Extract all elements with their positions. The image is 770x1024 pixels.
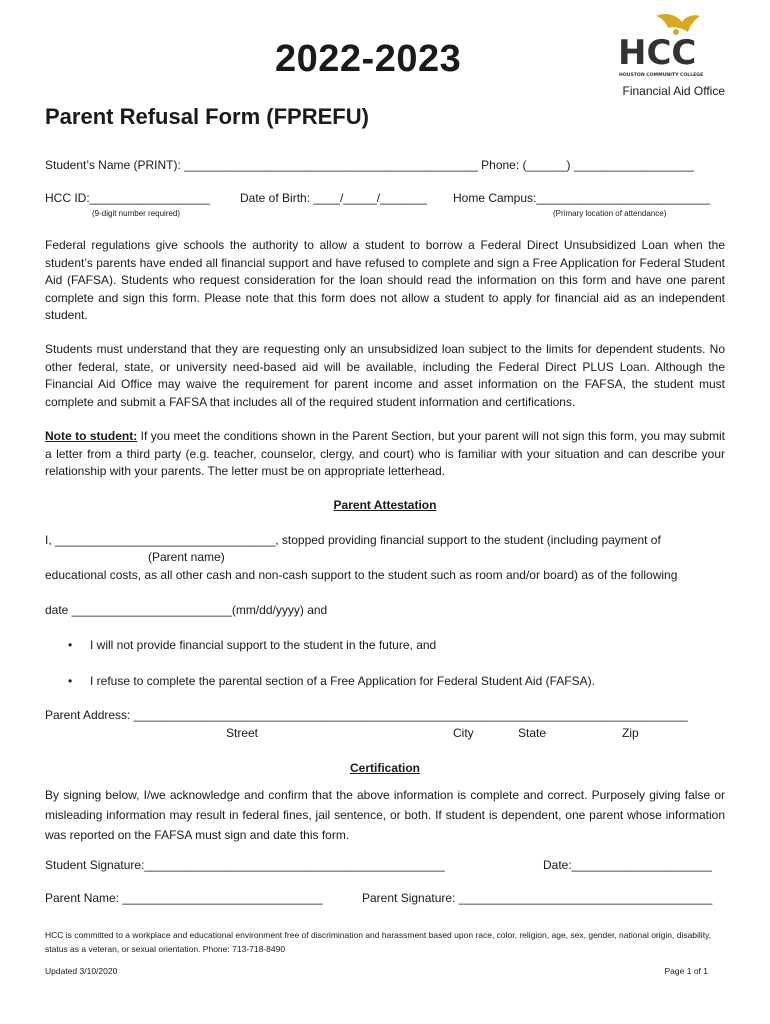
street-label: Street (226, 726, 259, 740)
list-item: • I will not provide financial support to the student in the future, and (68, 638, 437, 652)
support-statement: educational costs, as all other cash and non-cash support to the student such as room and/or board) as of the following (45, 568, 678, 582)
home-campus-field[interactable]: Home Campus:__________________________ (453, 191, 710, 205)
office-label: Financial Aid Office (622, 84, 725, 98)
parent-signature-field[interactable]: Parent Signature: ______________________________________ (362, 891, 713, 905)
intro-paragraph: Federal regulations give schools the authority to allow a student to borrow a Federal Direct Unsubsidized Loan when the student’s parents have ended all financial support and have refused to complete and sign a Free Application for Federal Student Aid (FAFSA). Students who request consideration for the loan should read the information on this form and have one parent complete and sign this form. Please note that this form does not allow a student to apply for financial aid as an independent student. (45, 238, 725, 322)
requirements-paragraph: Students must understand that they are requesting only an unsubsidized loan subject to the limits for dependent students. No other federal, state, or university need-based aid will be available, including the Federal Direct PLUS Loan. Although the Financial Aid Office may waive the requirement for parent income and asset information on the FAFSA, the student must complete and submit a FAFSA that includes all of the required student information and certifications. (45, 342, 725, 409)
page-title: Parent Refusal Form (FPREFU) (45, 104, 369, 129)
parent-name-label: (Parent name) (148, 550, 225, 564)
certification-heading: Certification (349, 761, 420, 775)
dob-field[interactable]: Date of Birth: ____/_____/_______ (240, 191, 427, 205)
home-campus-note: (Primary location of attendance) (553, 209, 667, 218)
logo-text: HCC (618, 33, 697, 73)
page-number: Page 1 of 1 (664, 966, 708, 976)
signature-date-field[interactable]: Date:_____________________ (543, 858, 712, 872)
hcc-logo (616, 12, 722, 82)
hcc-id-field[interactable]: HCC ID:__________________ (45, 191, 210, 205)
note-label: Note to student: (45, 429, 138, 443)
hcc-id-note: (9-digit number required) (92, 209, 181, 218)
bullet-icon: • (68, 638, 73, 652)
student-signature-field[interactable]: Student Signature:_____________________________________________ (45, 858, 445, 872)
date-line[interactable]: date ________________________(mm/dd/yyyy) and (45, 603, 328, 617)
nondiscrimination-disclaimer: HCC is committed to a workplace and educational environment free of discrimination and harassment based upon race, color, religion, age, sex, gender, national origin, disability, status as a veteran, or sexual orientation. Phone: 713-718-8490 (45, 930, 712, 954)
parent-address-line[interactable]: Parent Address: ___________________________________________________________________________________ (45, 708, 688, 722)
student-name-phone-line[interactable]: Student’s Name (PRINT): ____________________________________________ Phone: (______) __________________ (45, 158, 695, 172)
form-year: 2022-2023 (275, 38, 462, 80)
city-label: City (453, 726, 474, 740)
eagle-icon (656, 14, 700, 32)
note-paragraph (45, 428, 725, 481)
list-item: • I refuse to complete the parental section of a Free Application for Federal Student Aid (FAFSA). (68, 674, 595, 688)
attestation-heading: Parent Attestation (333, 498, 437, 512)
parent-name-field[interactable]: Parent Name: ______________________________ (45, 891, 323, 905)
note-text: If you meet the conditions shown in the Parent Section, but your parent will not sign this form, you may submit a letter from a third party (e.g. teacher, counselor, clergy, and court) who is familiar with your situation and can describe your relationship with your parents. The letter must be on appropriate letterhead. (45, 429, 725, 478)
bullet-icon: • (68, 674, 73, 688)
zip-label: Zip (622, 726, 639, 740)
logo-subtext: HOUSTON COMMUNITY COLLEGE (619, 73, 704, 78)
parent-name-line[interactable]: I, _________________________________, stopped providing financial support to the student (including payment of (45, 533, 661, 547)
updated-date: Updated 3/10/2020 (45, 966, 118, 976)
certification-text: By signing below, I/we acknowledge and confirm that the above information is complete and correct. Purposely giving false or misleading information may result in federal fines, jail sentence, or both. If student is dependent, one parent whose information was reported on the FAFSA must sign and date this form. (45, 788, 725, 842)
state-label: State (518, 726, 547, 740)
